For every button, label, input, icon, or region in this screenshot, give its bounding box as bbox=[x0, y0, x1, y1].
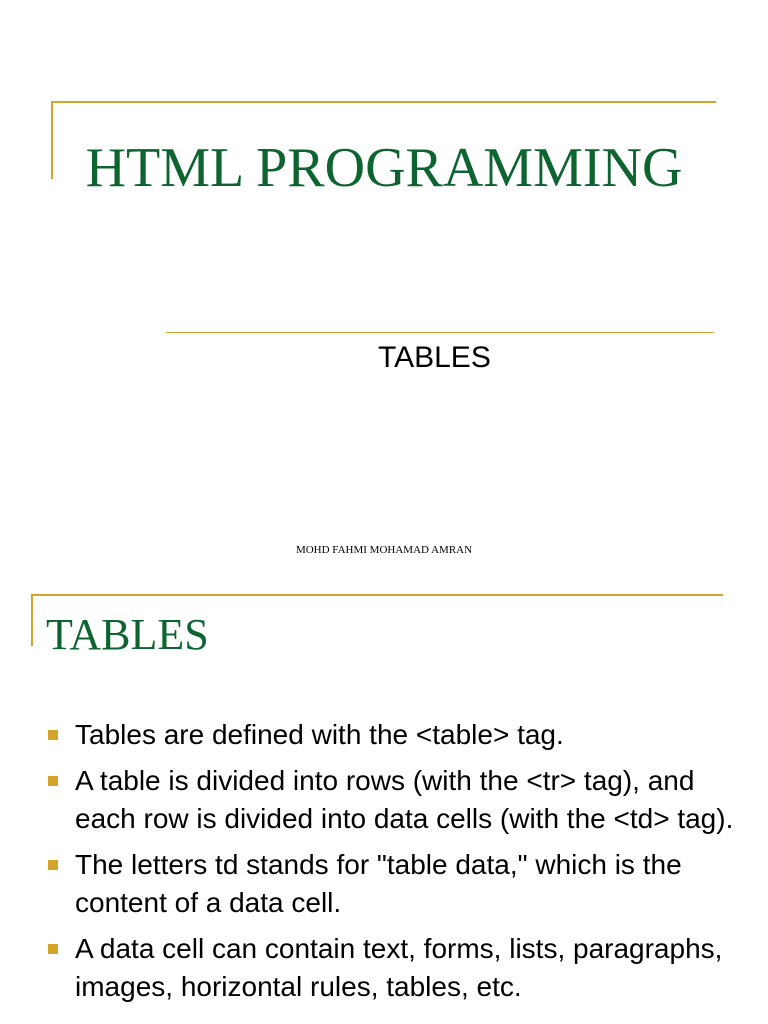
bullet-text: Tables are defined with the <table> tag. bbox=[75, 719, 564, 750]
author-name: MOHD FAHMI MOHAMAD AMRAN bbox=[295, 544, 473, 556]
bullet-text: The letters td stands for "table data," which is the content of a data cell. bbox=[75, 848, 682, 918]
square-bullet-icon bbox=[48, 860, 58, 870]
content-left-rule bbox=[31, 594, 33, 646]
bullet-item bbox=[46, 762, 736, 839]
content-slide bbox=[0, 576, 768, 1024]
square-bullet-icon bbox=[48, 944, 58, 954]
slide-title: TABLES bbox=[46, 610, 209, 659]
bullet-text: A data cell can contain text, forms, lists, paragraphs, images, horizontal rules, tables, etc. bbox=[75, 932, 723, 1002]
slide-title: HTML PROGRAMMING bbox=[85, 137, 683, 199]
bullet-list bbox=[46, 716, 736, 1014]
bullet-item bbox=[46, 930, 736, 1007]
title-top-rule bbox=[51, 101, 716, 103]
square-bullet-icon bbox=[48, 776, 58, 786]
square-bullet-icon bbox=[48, 730, 58, 740]
bullet-item bbox=[46, 716, 736, 755]
bullet-item bbox=[46, 846, 736, 923]
content-top-rule bbox=[31, 594, 723, 596]
bullet-text: A table is divided into rows (with the <tr> tag), and each row is divided into data cells (with the <td> tag). bbox=[75, 764, 734, 834]
slide-subtitle: TABLES bbox=[378, 341, 491, 374]
subtitle-rule bbox=[166, 332, 714, 333]
